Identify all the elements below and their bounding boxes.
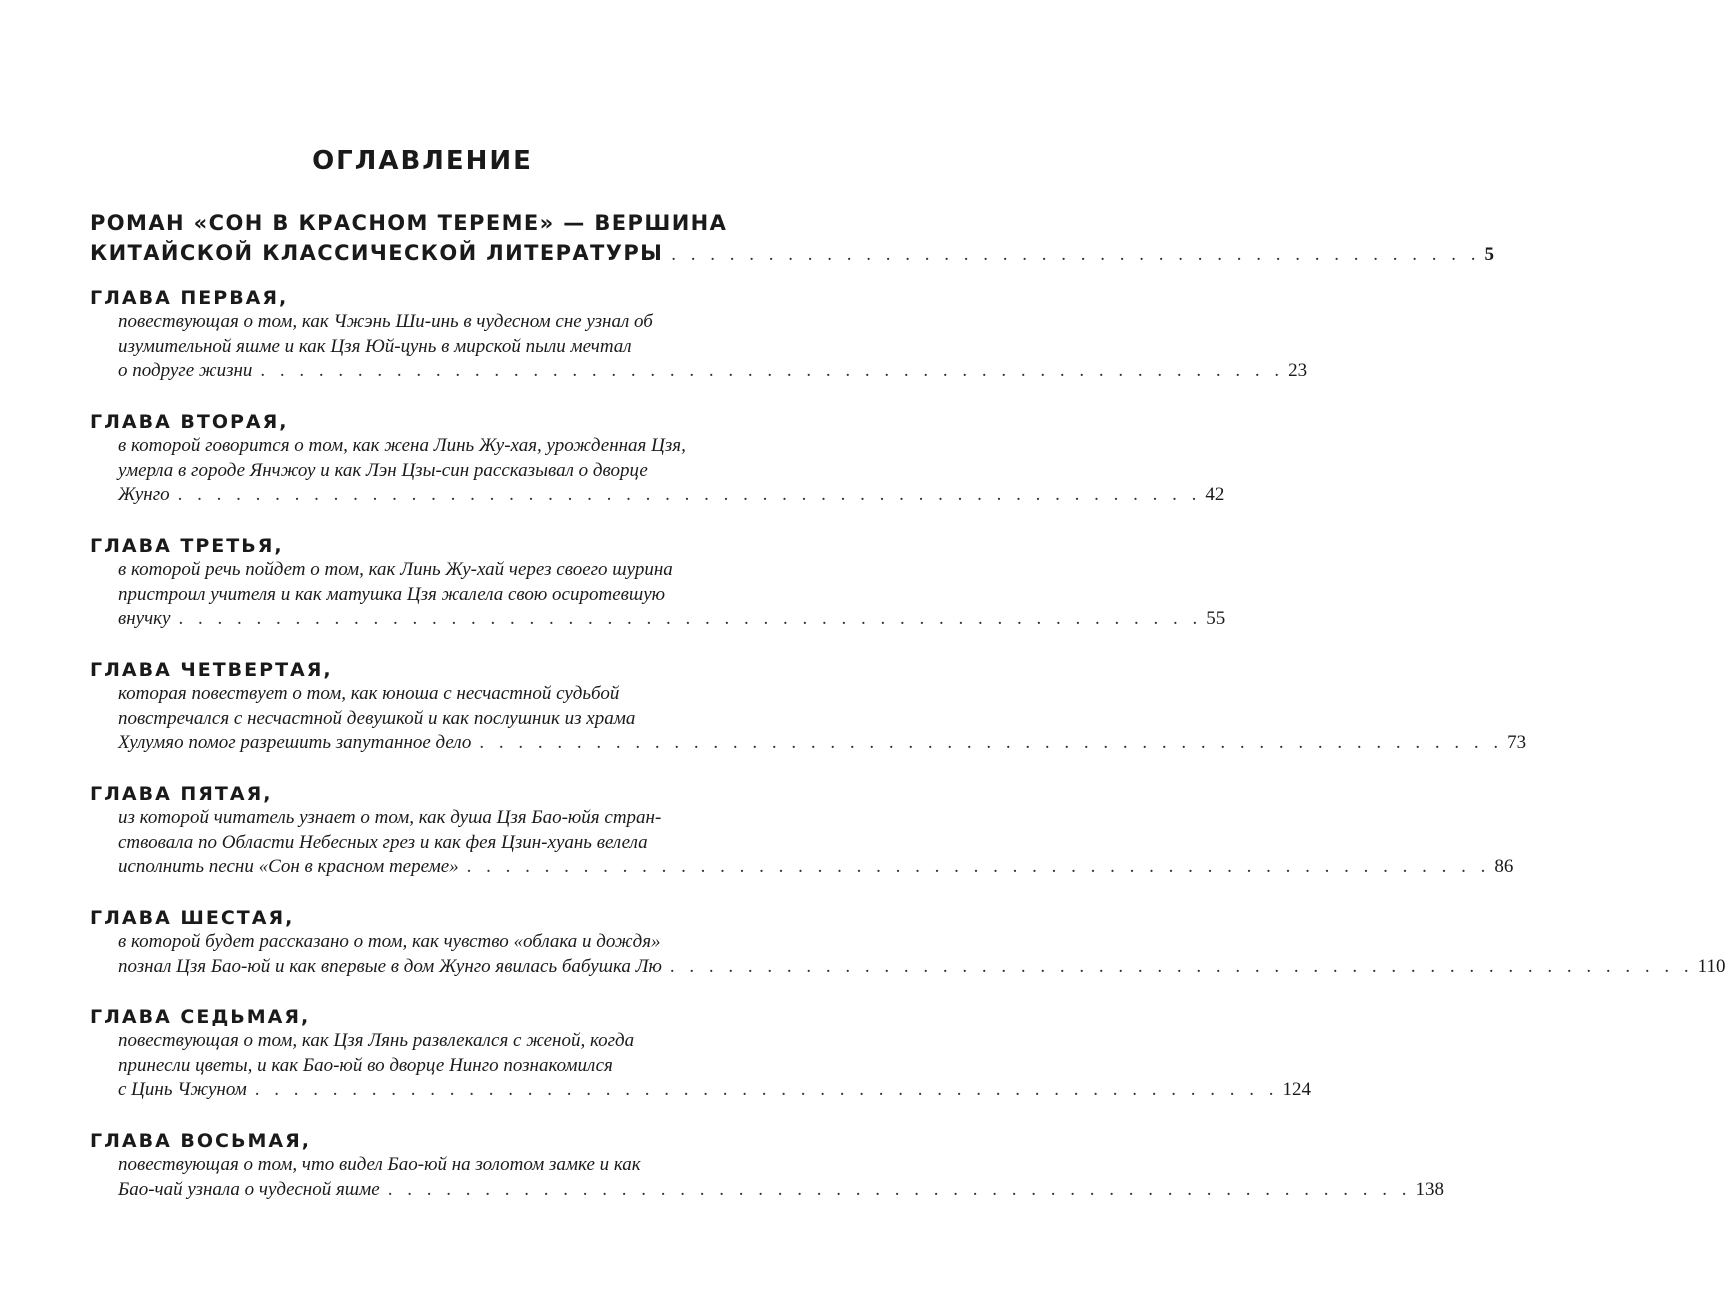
- description-last-line: [118, 1078, 1312, 1103]
- page-number: 55: [1206, 608, 1226, 629]
- chapter-description: [118, 1153, 1444, 1202]
- dot-leader: . . . . . . . . . . . . . . . . . . . . . . . . . . . . . . . . . . . . . . . . . . . . . . . . . . . . .: [387, 1178, 1412, 1200]
- chapter-description: [118, 310, 1308, 384]
- description-line: познал Цзя Бао-юй и как впервые в дом Жунго явилась бабушка Лю: [118, 955, 662, 977]
- toc-entry-chapter-8[interactable]: [90, 1129, 1444, 1202]
- description-line: повстречался с несчастной девушкой и как послушник из храма: [118, 707, 636, 729]
- description-line: повествующая о том, как Цзя Лянь развлекался с женой, когда: [118, 1030, 635, 1051]
- description-last-line: [118, 483, 1225, 508]
- toc-entry-chapter-7[interactable]: [90, 1005, 1312, 1103]
- dot-leader: . . . . . . . . . . . . . . . . . . . . . . . . . . . . . . . . . . . . . . . . . . . . . . . . . . . . .: [260, 360, 1285, 381]
- page-number: 124: [1282, 1079, 1312, 1100]
- description-line: умерла в городе Янчжоу и как Лэн Цзы-син рассказывал о дворце: [118, 459, 648, 481]
- page-number: 86: [1494, 856, 1514, 877]
- description-line: с Цинь Чжуном: [118, 1079, 247, 1100]
- description-line: из которой читатель узнает о том, как душа Цзя Бао-юйя стран-: [118, 807, 662, 828]
- intro-last-line: [90, 238, 1496, 268]
- chapter-heading: ГЛАВА СЕДЬМАЯ,: [90, 1006, 311, 1028]
- chapter-description: [118, 930, 1725, 979]
- description-line: в которой будет рассказано о том, как чувство «облака и дождя»: [118, 931, 661, 952]
- page-number: 5: [1484, 244, 1496, 265]
- description-line: изумительной яшме и как Цзя Юй-цунь в мирской пыли мечтал: [118, 335, 632, 357]
- description-line: повествующая о том, как Чжэнь Ши-инь в чудесном сне узнал об: [118, 311, 653, 332]
- toc-entry-intro[interactable]: [90, 208, 1496, 268]
- description-line: внучку: [118, 608, 171, 629]
- description-line: Хулумяо помог разрешить запутанное дело: [118, 732, 472, 753]
- chapter-description: [118, 434, 1225, 508]
- description-last-line: [118, 731, 1527, 756]
- toc-entry-chapter-1[interactable]: [90, 286, 1308, 384]
- toc-entry-chapter-6[interactable]: [90, 906, 1725, 979]
- page-number: 42: [1205, 484, 1225, 505]
- description-last-line: [118, 855, 1514, 880]
- description-line: пристроил учителя и как матушка Цзя жалела свою осиротевшую: [118, 583, 666, 605]
- description-line: принесли цветы, и как Бао-юй во дворце Нинго познакомился: [118, 1054, 613, 1076]
- intro-title: [90, 208, 1496, 268]
- chapter-heading: ГЛАВА ВОСЬМАЯ,: [90, 1130, 311, 1152]
- chapter-heading: ГЛАВА ПЯТАЯ,: [90, 783, 273, 805]
- chapter-heading: ГЛАВА ВТОРАЯ,: [90, 411, 289, 433]
- description-line: в которой говорится о том, как жена Линь Жу-хая, урожденная Цзя,: [118, 435, 686, 456]
- chapter-description: [118, 806, 1514, 880]
- description-last-line: [118, 955, 1725, 980]
- description-line: исполнить песни «Сон в красном тереме»: [118, 856, 459, 877]
- dot-leader: . . . . . . . . . . . . . . . . . . . . . . . . . . . . . . . . . . . . . . . . . . . . . . . . . . . . .: [177, 484, 1202, 505]
- description-last-line: [118, 1178, 1444, 1203]
- dot-leader: . . . . . . . . . . . . . . . . . . . . . . . . . . . . . . . . . . . . . . . . . . . . . . . . . . . . .: [669, 955, 1694, 977]
- dot-leader: . . . . . . . . . . . . . . . . . . . . . . . . . . . . . . . . . . . . . . . . . . . . . . . . . . . . .: [178, 608, 1203, 629]
- chapter-description: [118, 682, 1527, 756]
- chapter-heading: ГЛАВА ЧЕТВЕРТАЯ,: [90, 659, 333, 681]
- description-line: ствовала по Области Небесных грез и как фея Цзин-хуань велела: [118, 831, 648, 853]
- chapter-description: [118, 558, 1226, 632]
- chapter-heading: ГЛАВА ШЕСТАЯ,: [90, 907, 295, 929]
- description-line: которая повествует о том, как юноша с несчастной судьбой: [118, 683, 620, 704]
- description-line: Жунго: [118, 484, 170, 505]
- chapter-description: [118, 1029, 1312, 1103]
- dot-leader: . . . . . . . . . . . . . . . . . . . . . . . . . . . . . . . . . . . . . . . . . . . . . . . . . . . . .: [254, 1079, 1279, 1100]
- chapter-heading: ГЛАВА ПЕРВАЯ,: [90, 287, 289, 309]
- dot-leader: . . . . . . . . . . . . . . . . . . . . . . . . . . . . . . . . . . . . . . . . . . . . . . . . . . . . .: [466, 856, 1491, 877]
- dot-leader: . . . . . . . . . . . . . . . . . . . . . . . . . . . . . . . . . . . . . . . . . . . . . . . . . . . . .: [479, 732, 1504, 753]
- page-number: 73: [1507, 732, 1527, 753]
- page-number: 110: [1697, 955, 1725, 977]
- toc-title: ОГЛАВЛЕНИЕ: [312, 146, 533, 176]
- description-line: о подруге жизни: [118, 360, 253, 381]
- description-line: Бао-чай узнала о чудесной яшме: [118, 1178, 380, 1200]
- description-line: повествующая о том, что видел Бао-юй на золотом замке и как: [118, 1154, 641, 1175]
- intro-line: КИТАЙСКОЙ КЛАССИЧЕСКОЙ ЛИТЕРАТУРЫ: [90, 241, 664, 265]
- intro-line: РОМАН «СОН В КРАСНОМ ТЕРЕМЕ» — ВЕРШИНА: [90, 211, 728, 235]
- dot-leader: . . . . . . . . . . . . . . . . . . . . . . . . . . . . . . . . . . . . . . . . . .: [671, 244, 1481, 265]
- page-number: 138: [1415, 1178, 1444, 1200]
- description-last-line: [118, 607, 1226, 632]
- toc-entry-chapter-3[interactable]: [90, 534, 1226, 632]
- chapter-heading: ГЛАВА ТРЕТЬЯ,: [90, 535, 284, 557]
- description-line: в которой речь пойдет о том, как Линь Жу-хай через своего шурина: [118, 559, 673, 580]
- toc-entry-chapter-5[interactable]: [90, 782, 1514, 880]
- page-number: 23: [1288, 360, 1308, 381]
- toc-entry-chapter-2[interactable]: [90, 410, 1225, 508]
- toc-entry-chapter-4[interactable]: [90, 658, 1527, 756]
- description-last-line: [118, 359, 1308, 384]
